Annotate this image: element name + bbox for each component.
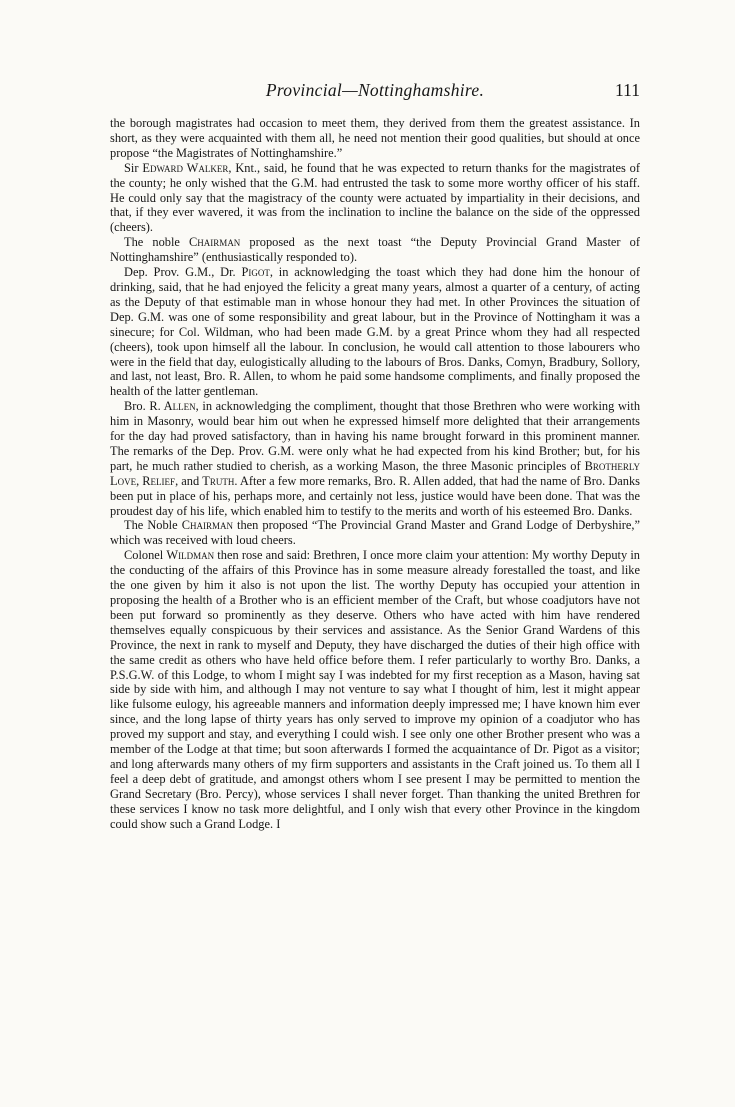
small-caps-name: Relief [142, 473, 176, 488]
paragraph [110, 161, 640, 236]
text-run: then rose and said: Brethren, I once more claim your attention: My worthy Deputy in the conducting of the affairs of this Province has in some measure already forestalled the toast, and like the one given by him it also is not upon the list. The worthy Deputy has occupied your attention in proposing the health of a Brother who is an efficient member of the Craft, but whose coadjutors have not been put forward so prominently as they deserve. Others who have acted with him have rendered themselves equally conspicuous by their services and assistance. As the Senior Grand Wardens of this Province, the next in rank to myself and Deputy, they have discharged the duties of their high office with the same credit as others who have held office before them. I refer particularly to worthy Bro. Danks, a P.S.G.W. of this Lodge, to whom I might say I was indebted for my first reception as a Mason, having sat side by side with him, and although I may not venture to say what I thought of him, lest it might appear like fulsome eulogy, his agreeable manners and information deeply impressed me; I have known him ever since, and the long lapse of thirty years has only served to improve my opinion of a coadjutor who has proved my support and stay, and everything I could wish. I see only one other Brother present who was a member of the Lodge at that time; but soon afterwards I formed the acquaintance of Dr. Pigot as a visitor; and long afterwards many others of my firm supporters and assistants in the Craft joined us. To them all I feel a deep debt of gratitude, and amongst others whom I see present I may be permitted to mention the Grand Secretary (Bro. Percy), whose services I shall never forget. Than thanking the united Brethren for these services I know no task more delightful, and I only wish that every other Province in the kingdom could show such a Grand Lodge. I [110, 548, 640, 831]
text-run: , Knt., said, he found that he was expected to return thanks for the magistrates of the county; he only wished that the G.M. had entrusted the task to some more worthy officer of his staff. He could only say that the magistracy of the county were actuated by impartiality in their decisions, and that, if they ever wavered, it was from the inclination to incline the balance on the side of the oppressed (cheers). [110, 160, 640, 235]
text-run: , [136, 473, 143, 488]
small-caps-name: R. Allen [149, 399, 196, 414]
paragraph [110, 265, 640, 399]
small-caps-name: Chairman [189, 235, 241, 250]
text-run: The Noble [124, 518, 182, 533]
paragraph [110, 518, 640, 548]
text-run: . After a few more remarks, Bro. R. Allen added, that had the name of Bro. Danks been put in place of his, perhaps more, and certainly not less, justice would have been done. That was the proudest day of his life, which enabled him to testify to the merits and worth of his esteemed Bro. Danks. [110, 473, 640, 518]
text-run: , and [175, 473, 203, 488]
text-run: then proposed “The Provincial Grand Master and Grand Lodge of Derbyshire,” which was received with loud cheers. [110, 518, 640, 548]
text-run: The noble [124, 235, 190, 250]
text-run: Colonel [124, 548, 167, 563]
text-run: the borough magistrates had occasion to meet them, they derived from them the greatest assistance. In short, as they were acquainted with them all, he need not mention their good qualities, but should at once propose “the Magistrates of Nottinghamshire.” [110, 116, 640, 160]
small-caps-name: Edward Walker [142, 160, 229, 175]
small-caps-name: Pigot [241, 265, 270, 280]
paragraph [110, 116, 640, 161]
page-number: 111 [615, 80, 640, 100]
text-run: Sir [124, 160, 143, 175]
running-title: Provincial—Nottinghamshire. [265, 80, 485, 100]
page-header [110, 80, 640, 102]
text-run: Bro. [124, 399, 150, 414]
text-run: , in acknowledging the toast which they had done him the honour of drinking, said, that he had enjoyed the felicity a great many years, almost a quarter of a century, of acting as the Deputy of that estimable man in whose honour they had met. In other Provinces the situation of Dep. G.M. was one of some responsibility and great labour, but in the Province of Nottingham it was a sinecure; for Col. Wildman, who had been made G.M. by a great Prince whom they had all respected (cheers), took upon himself all the labour. In conclusion, he would call attention to those labourers who were in the field that day, eulogistically alluding to the labours of Bros. Danks, Comyn, Bradbury, Sollory, and last, not least, Bro. R. Allen, to whom he paid some handsome compliments, and finally proposed the health of the latter gentleman. [110, 265, 641, 399]
text-run: proposed as the next toast “the Deputy Provincial Grand Master of Nottinghamshire” (enthusiastically responded to). [110, 235, 640, 265]
small-caps-name: Truth [202, 473, 235, 488]
text-run: , in acknowledging the compliment, thought that those Brethren who were working with him in Masonry, would bear him out when he expressed himself more delighted that their arrangements for the day had proved satisfactory, than in having his name brought forward in this prominent manner. The remarks of the Dep. Prov. G.M. were only what he had expected from his kind Brother; but, for his part, he much rather studied to cherish, as a working Mason, the three Masonic principles of [110, 399, 641, 473]
small-caps-name: Wildman [166, 548, 215, 563]
small-caps-name: Chairman [181, 518, 233, 533]
small-caps-name: Brotherly Love [110, 458, 640, 488]
paragraph [110, 399, 640, 518]
paragraph [110, 235, 640, 265]
paragraph [110, 548, 640, 831]
text-run: Dep. Prov. G.M., Dr. [124, 265, 242, 280]
article-body [110, 116, 640, 832]
